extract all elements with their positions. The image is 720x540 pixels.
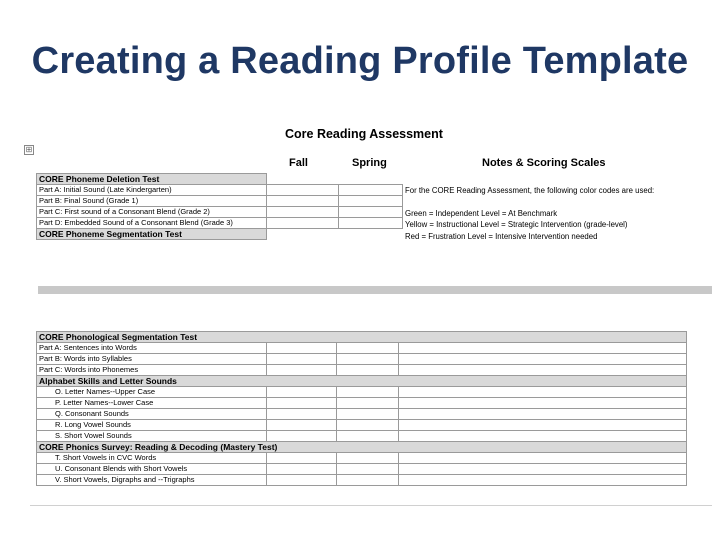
spring-score-cell[interactable] [337, 475, 399, 486]
assessment-table-bottom [36, 331, 687, 486]
notes-cell[interactable] [399, 453, 687, 464]
empty-cell [339, 229, 403, 240]
spring-score-cell[interactable] [337, 431, 399, 442]
empty-cell [267, 229, 339, 240]
notes-line: For the CORE Reading Assessment, the following color codes are used: [405, 186, 655, 195]
notes-cell[interactable] [399, 464, 687, 475]
row-label: P. Letter Names--Lower Case [37, 398, 267, 409]
section-row [37, 442, 687, 453]
row-label: Q. Consonant Sounds [37, 409, 267, 420]
spring-score-cell[interactable] [339, 207, 403, 218]
fall-score-cell[interactable] [267, 365, 337, 376]
table-row [37, 343, 687, 354]
fall-score-cell[interactable] [267, 196, 339, 207]
table-row [37, 387, 687, 398]
fall-score-cell[interactable] [267, 354, 337, 365]
section-row [37, 376, 687, 387]
notes-cell[interactable] [399, 387, 687, 398]
notes-line: Green = Independent Level = At Benchmark [405, 209, 558, 218]
notes-line: Yellow = Instructional Level = Strategic Intervention (grade-level) [405, 220, 628, 229]
notes-cell[interactable] [399, 343, 687, 354]
table-row [37, 354, 687, 365]
slide-title: Creating a Reading Profile Template [31, 40, 689, 82]
notes-cell[interactable] [399, 398, 687, 409]
spring-score-cell[interactable] [337, 453, 399, 464]
fall-score-cell[interactable] [267, 207, 339, 218]
table-row [37, 207, 403, 218]
section-label: CORE Phonics Survey: Reading & Decoding (Mastery Test) [37, 442, 687, 453]
row-label: Part B: Words into Syllables [37, 354, 267, 365]
fall-score-cell[interactable] [267, 387, 337, 398]
section-row [37, 332, 687, 343]
fall-score-cell[interactable] [267, 453, 337, 464]
row-label: Part A: Initial Sound (Late Kindergarten) [37, 185, 267, 196]
empty-cell [267, 174, 339, 185]
spring-score-cell[interactable] [337, 464, 399, 475]
notes-cell[interactable] [399, 475, 687, 486]
row-label: Part A: Sentences into Words [37, 343, 267, 354]
notes-cell[interactable] [399, 354, 687, 365]
table-row [37, 218, 403, 229]
fall-score-cell[interactable] [267, 185, 339, 196]
spring-score-cell[interactable] [339, 185, 403, 196]
page-edge [30, 505, 712, 506]
table-row [37, 431, 687, 442]
table-row [37, 475, 687, 486]
fall-score-cell[interactable] [267, 475, 337, 486]
row-label: U. Consonant Blends with Short Vowels [37, 464, 267, 475]
fall-score-cell[interactable] [267, 464, 337, 475]
notes-line: Red = Frustration Level = Intensive Intervention needed [405, 232, 598, 241]
spring-score-cell[interactable] [337, 354, 399, 365]
column-header-fall: Fall [289, 157, 308, 169]
fall-score-cell[interactable] [267, 431, 337, 442]
page-break-divider [38, 286, 712, 294]
section-label: Alphabet Skills and Letter Sounds [37, 376, 687, 387]
fall-score-cell[interactable] [267, 398, 337, 409]
spring-score-cell[interactable] [337, 343, 399, 354]
row-label: Part C: First sound of a Consonant Blend (Grade 2) [37, 207, 267, 218]
notes-cell[interactable] [399, 420, 687, 431]
row-label: Part D: Embedded Sound of a Consonant Blend (Grade 3) [37, 218, 267, 229]
fall-score-cell[interactable] [267, 343, 337, 354]
row-label: V. Short Vowels, Digraphs and --Trigraphs [37, 475, 267, 486]
table-row [37, 398, 687, 409]
table-row [37, 420, 687, 431]
table-row [37, 464, 687, 475]
notes-cell[interactable] [399, 409, 687, 420]
spring-score-cell[interactable] [337, 409, 399, 420]
section-row [37, 229, 403, 240]
spring-score-cell[interactable] [339, 196, 403, 207]
fall-score-cell[interactable] [267, 420, 337, 431]
document-title: Core Reading Assessment [285, 127, 443, 141]
section-row [37, 174, 403, 185]
fall-score-cell[interactable] [267, 409, 337, 420]
notes-cell[interactable] [399, 365, 687, 376]
section-label: CORE Phoneme Segmentation Test [37, 229, 267, 240]
fall-score-cell[interactable] [267, 218, 339, 229]
table-row [37, 409, 687, 420]
section-label: CORE Phoneme Deletion Test [37, 174, 267, 185]
spring-score-cell[interactable] [337, 365, 399, 376]
table-row [37, 185, 403, 196]
notes-cell[interactable] [399, 431, 687, 442]
spring-score-cell[interactable] [337, 398, 399, 409]
assessment-table-top [36, 173, 403, 240]
column-header-spring: Spring [352, 157, 387, 169]
column-header-notes: Notes & Scoring Scales [482, 157, 606, 169]
spring-score-cell[interactable] [339, 218, 403, 229]
row-label: Part C: Words into Phonemes [37, 365, 267, 376]
row-label: Part B: Final Sound (Grade 1) [37, 196, 267, 207]
row-label: S. Short Vowel Sounds [37, 431, 267, 442]
row-label: T. Short Vowels in CVC Words [37, 453, 267, 464]
table-row [37, 196, 403, 207]
table-move-handle-icon[interactable]: ⊞ [25, 145, 33, 154]
table-row [37, 453, 687, 464]
table-row [37, 365, 687, 376]
spring-score-cell[interactable] [337, 420, 399, 431]
row-label: O. Letter Names--Upper Case [37, 387, 267, 398]
row-label: R. Long Vowel Sounds [37, 420, 267, 431]
spring-score-cell[interactable] [337, 387, 399, 398]
section-label: CORE Phonological Segmentation Test [37, 332, 687, 343]
empty-cell [339, 174, 403, 185]
